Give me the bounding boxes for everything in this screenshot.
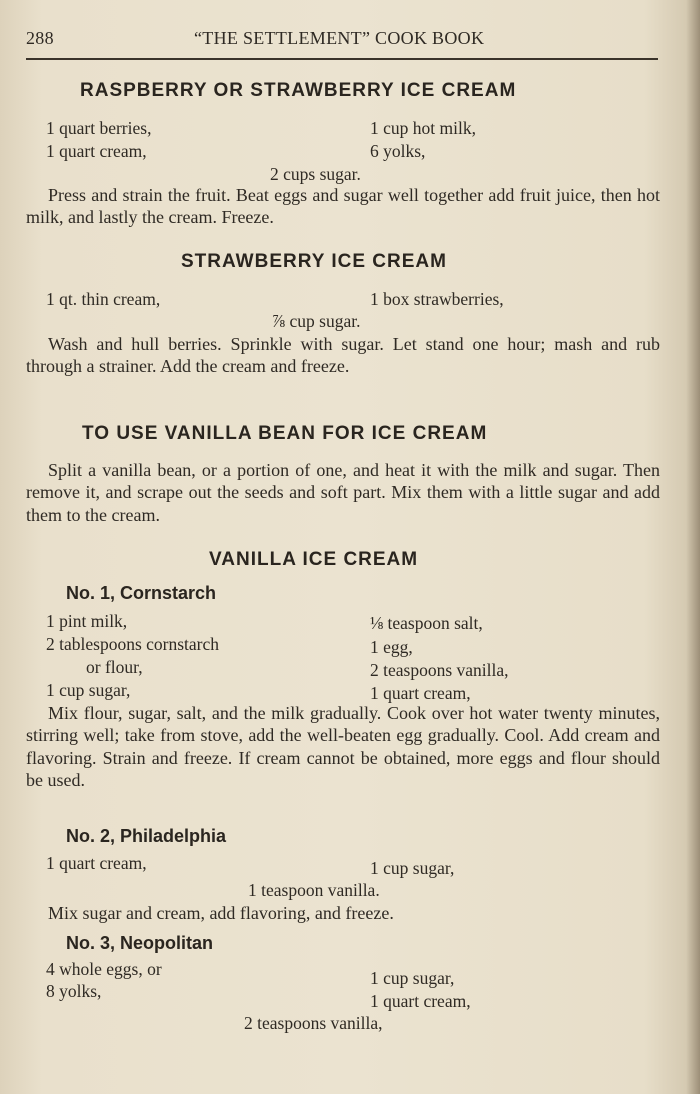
- ingredient: 2 tablespoons cornstarch: [46, 634, 220, 654]
- ingredient: 1 quart cream,: [370, 991, 471, 1011]
- page-header: [26, 26, 658, 54]
- recipe-title-raspberry: RASPBERRY OR STRAWBERRY ICE CREAM: [80, 80, 517, 101]
- ingredient: 4 whole eggs, or: [46, 959, 162, 979]
- ingredient: 2 cups sugar.: [270, 164, 361, 184]
- page-edge-shadow: [686, 0, 700, 1094]
- ingredient: 1 cup hot milk,: [370, 118, 476, 138]
- ingredient: 1 egg,: [370, 637, 413, 657]
- variation-title: No. 2, Philadelphia: [66, 826, 227, 846]
- running-head: “THE SETTLEMENT” COOK BOOK: [194, 28, 485, 48]
- ingredient: ⅞ cup sugar.: [272, 311, 361, 331]
- variation-title: No. 3, Neopolitan: [66, 933, 214, 953]
- ingredient: 6 yolks,: [370, 141, 426, 161]
- ingredient: 1 quart cream,: [46, 141, 147, 161]
- recipe-method: Press and strain the fruit. Beat eggs and sugar well together add fruit juice, then hot milk, and lastly the cream. Freeze.: [26, 185, 660, 228]
- recipe-title-vanilla-bean: TO USE VANILLA BEAN FOR ICE CREAM: [82, 423, 488, 444]
- ingredient: or flour,: [86, 657, 143, 677]
- ingredient: 1 quart berries,: [46, 118, 152, 138]
- ingredient: 2 teaspoons vanilla,: [370, 660, 509, 680]
- ingredient: 1 quart cream,: [46, 853, 147, 873]
- variation-title: No. 1, Cornstarch: [66, 583, 217, 603]
- page-number: 288: [26, 28, 54, 48]
- recipe-method: Mix sugar and cream, add flavoring, and freeze.: [48, 903, 394, 923]
- ingredient: 1 cup sugar,: [370, 858, 455, 878]
- ingredient: 1 cup sugar,: [46, 680, 131, 700]
- ingredient: ⅛ teaspoon salt,: [370, 613, 483, 633]
- ingredient: 2 teaspoons vanilla,: [244, 1013, 383, 1033]
- ingredient: 1 cup sugar,: [370, 968, 455, 988]
- ingredient: 1 teaspoon vanilla.: [248, 880, 380, 900]
- ingredient: 1 pint milk,: [46, 611, 128, 631]
- ingredient: 1 box strawberries,: [370, 289, 504, 309]
- header-rule: [26, 58, 658, 60]
- ingredient: 1 qt. thin cream,: [46, 289, 161, 309]
- recipe-method: Wash and hull berries. Sprinkle with sugar. Let stand one hour; mash and rub through a strainer. Add the cream and freeze.: [26, 334, 660, 377]
- recipe-title-strawberry: STRAWBERRY ICE CREAM: [181, 251, 447, 272]
- ingredient: 8 yolks,: [46, 981, 102, 1001]
- recipe-title-vanilla: VANILLA ICE CREAM: [209, 549, 419, 570]
- ingredient: 1 quart cream,: [370, 683, 471, 703]
- recipe-method: Mix flour, sugar, salt, and the milk gradually. Cook over hot water twenty minutes, stirring well; take from stove, add the well-beaten egg gradually. Cool. Add cream and flavoring. Strain and freeze. If cream cannot be obtained, more eggs and flour should be used.: [26, 703, 660, 791]
- recipe-method: Split a vanilla bean, or a portion of one, and heat it with the milk and sugar. Then remove it, and scrape out the seeds and soft part. Mix them with a little sugar and add them to the cream.: [26, 460, 660, 525]
